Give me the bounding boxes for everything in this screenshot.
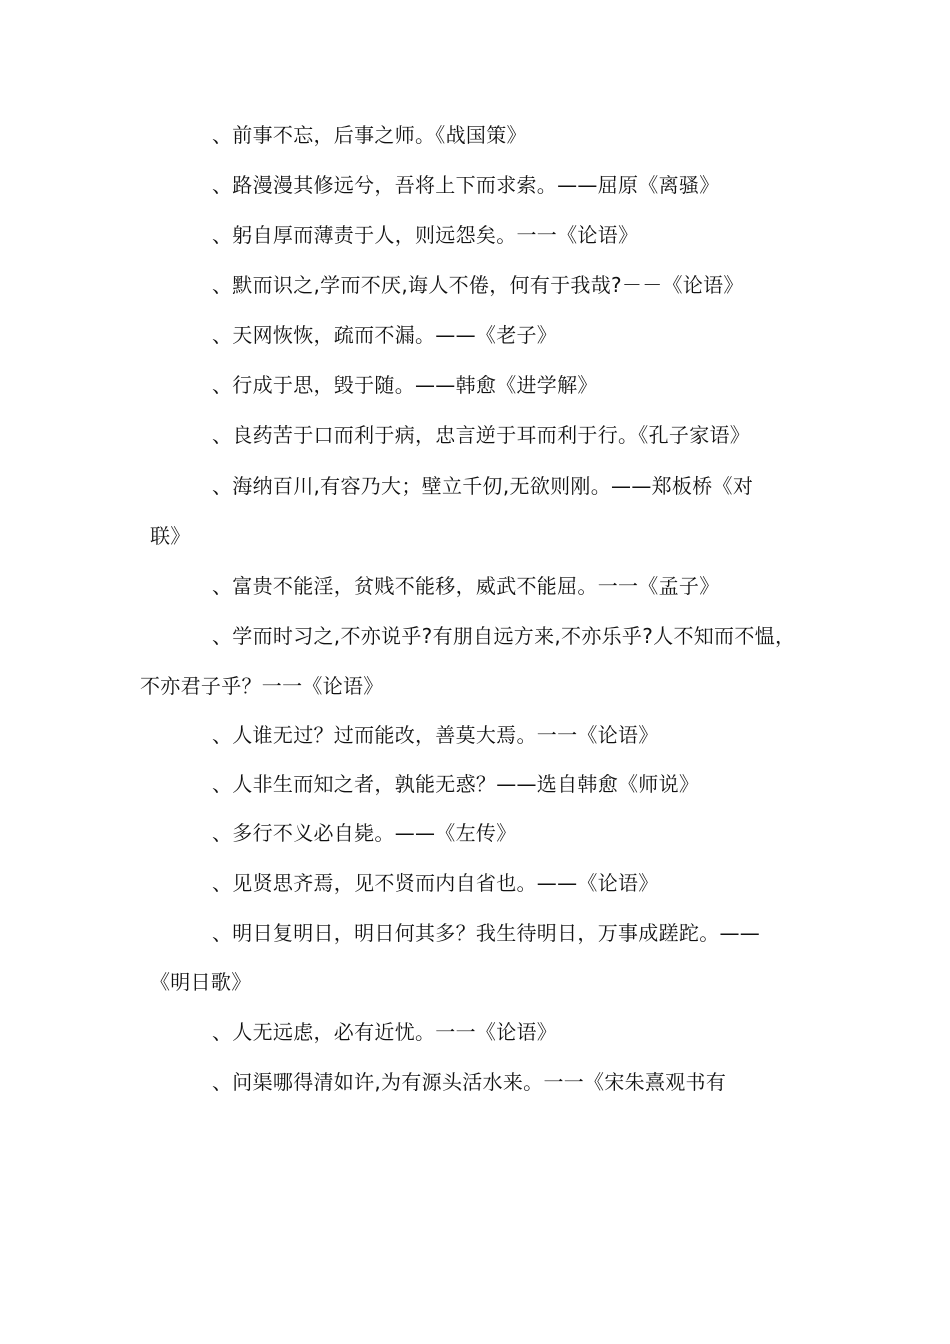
quote-line: 、问渠哪得清如许,为有源头活水来。一一《宋朱熹观书有	[212, 1070, 727, 1094]
quote-line: 、富贵不能淫，贫贱不能移，威武不能屈。一一《孟子》	[212, 574, 720, 598]
quote-line: 、良药苦于口而利于病，忠言逆于耳而利于行。《孔子家语》	[212, 423, 751, 447]
quote-continuation: 《明日歌》	[150, 970, 252, 994]
quote-line: 、躬自厚而薄责于人，则远怨矣。一一《论语》	[212, 223, 639, 247]
quote-line: 、人无远虑，必有近忧。一一《论语》	[212, 1020, 558, 1044]
quote-line: 、天网恢恢，疏而不漏。——《老子》	[212, 323, 558, 347]
quote-line: 、路漫漫其修远兮，吾将上下而求索。——屈原《离骚》	[212, 173, 720, 197]
quote-line: 、行成于思，毁于随。——韩愈《进学解》	[212, 373, 598, 397]
quote-line: 、学而时习之,不亦说乎?有朋自远方来,不亦乐乎?人不知而不愠，	[212, 624, 796, 648]
quote-line: 、见贤思齐焉，见不贤而内自省也。——《论语》	[212, 871, 659, 895]
quote-line: 、明日复明日，明日何其多？我生待明日，万事成蹉跎。——	[212, 921, 761, 945]
quote-line: 、前事不忘，后事之师。《战国策》	[212, 123, 527, 147]
quote-line: 、多行不义必自毙。——《左传》	[212, 821, 517, 845]
quote-continuation: 联》	[150, 524, 191, 548]
quote-line: 、人非生而知之者，孰能无惑？——选自韩愈《师说》	[212, 772, 700, 796]
quote-continuation: 不亦君子乎？一一《论语》	[140, 674, 384, 698]
quote-line: 、默而识之,学而不厌,诲人不倦，何有于我哉?－－《论语》	[212, 273, 744, 297]
quote-line: 、人谁无过？过而能改，善莫大焉。一一《论语》	[212, 723, 659, 747]
quote-line: 、海纳百川,有容乃大；壁立千仞,无欲则刚。——郑板桥《对	[212, 474, 754, 498]
